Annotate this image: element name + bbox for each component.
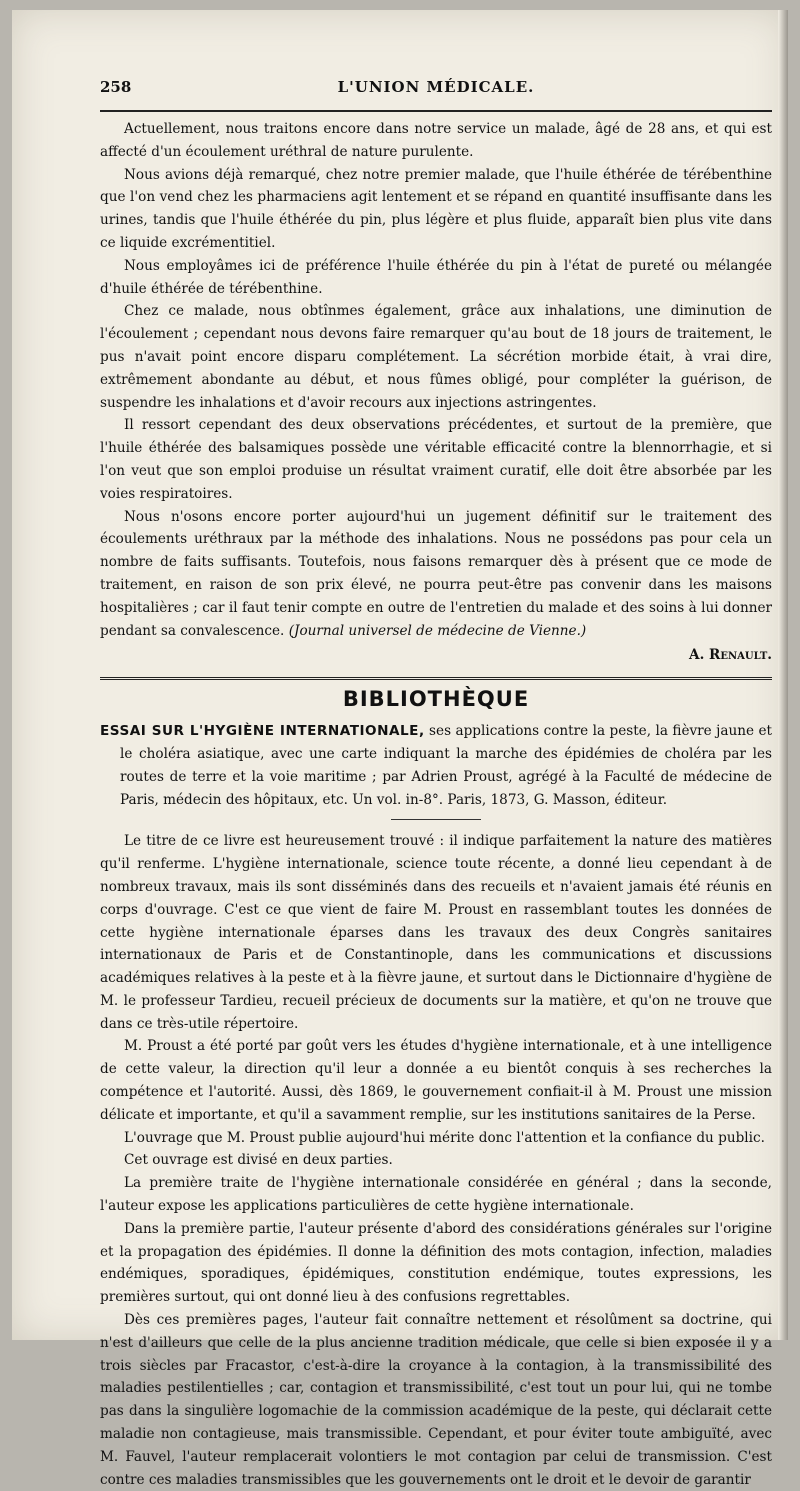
review-paragraph: Cet ouvrage est divisé en deux parties. bbox=[124, 1152, 393, 1169]
review-paragraph: La première traite de l'hygiène internationale considérée en général ; dans la seconde, l'auteur expose les applications particulières de cette hygiène internationale. bbox=[100, 1175, 772, 1215]
journal-title: L'UNION MÉDICALE. bbox=[337, 78, 535, 96]
review-paragraph: M. Proust a été porté par goût vers les études d'hygiène internationale, et à une intelligence de cette valeur, la direction qu'il leur a donnée a eu bientôt conquis à ses recherches la compétence et l'autorité. Aussi, dès 1869, le gouvernement confiait-il à M. Proust une mission délicate et importante, et qu'il a savamment remplie, sur les institutions sanitaires de la Perse. bbox=[100, 1038, 772, 1123]
scanned-page bbox=[12, 10, 788, 1488]
page-number: 258 bbox=[100, 78, 132, 96]
book-details: ses applications contre la peste, la fièvre jaune et le choléra asiatique, avec une carte indiquant la marche des épidémies de choléra par les routes de terre et la voie maritime ; par Adrien Proust, agrégé à la Faculté de médecine de Paris, médecin des hôpitaux, etc. Un vol. in-8°. Paris, 1873, G. Masson, éditeur. bbox=[120, 723, 772, 808]
review-paragraph: Le titre de ce livre est heureusement trouvé : il indique parfaitement la nature des matières qu'il renferme. L'hygiène internationale, science toute récente, a donné lieu cependant à de nombreux travaux, mais ils sont disséminés dans des recueils et n'avaient jamais été réunis en corps d'ouvrage. C'est ce que vient de faire M. Proust en rassemblant toutes les données de cette hygiène internationale éparses dans les travaux des deux Congrès sanitaires internationaux de Paris et de Constantinople, dans les communications et discussions académiques relatives à la peste et à la fièvre jaune, et surtout dans le Dictionnaire d'hygiène de M. le professeur Tardieu, recueil précieux de documents sur la matière, et qu'on ne trouve que dans ce très-utile répertoire. bbox=[100, 833, 772, 1032]
book-entry bbox=[100, 720, 772, 811]
author-signature: A. Renault. bbox=[689, 647, 772, 664]
article-paragraph: Chez ce malade, nous obtînmes également, grâce aux inhalations, une diminution de l'écoulement ; cependant nous devons faire remarquer qu'au bout de 18 jours de traitement, le pus n'avait point encore disparu complétement. La sécrétion morbide était, à vrai dire, extrêmement abondante au début, et nous fûmes obligé, pour compléter la guérison, de suspendre les inhalations et d'avoir recours aux injections astringentes. bbox=[100, 303, 772, 411]
page-content bbox=[100, 76, 772, 1491]
article-paragraph: Il ressort cependant des deux observations précédentes, et surtout de la première, que l'huile éthérée des balsamiques possède une véritable efficacité contre la blennorrhagie, et si l'on veut que son emploi produise un résultat vraiment curatif, elle doit être absorbée par les voies respiratoires. bbox=[100, 417, 772, 502]
book-title: ESSAI SUR L'HYGIÈNE INTERNATIONALE, bbox=[100, 723, 425, 740]
header-rule bbox=[100, 110, 772, 112]
entry-rule bbox=[391, 819, 481, 820]
scan-edge-shadow bbox=[778, 10, 788, 1340]
article-paragraph: Actuellement, nous traitons encore dans notre service un malade, âgé de 28 ans, et qui est affecté d'un écoulement uréthral de nature purulente. bbox=[100, 121, 772, 160]
review-body bbox=[100, 830, 772, 1491]
review-paragraph: Dès ces premières pages, l'auteur fait connaître nettement et résolûment sa doctrine, qui n'est d'ailleurs que celle de la plus ancienne tradition médicale, que celle si bien exposée il y a trois siècles par Fracastor, c'est-à-dire la croyance à la contagion, à la transmissibilité des maladies pestilentielles ; car, contagion et transmissibilité, c'est tout un pour lui, qui ne tombe pas dans la singulière logomachie de la commission académique de la peste, qui déclarait cette maladie non contagieuse, mais transmissible. Cependant, et pour éviter toute ambiguïté, avec M. Fauvel, l'auteur remplacerait volontiers le mot contagion par celui de transmission. C'est contre ces maladies transmissibles que les gouvernements ont le droit et le devoir de garantir bbox=[100, 1312, 772, 1488]
source-citation: (Journal universel de médecine de Vienne.) bbox=[288, 622, 587, 639]
review-paragraph: L'ouvrage que M. Proust publie aujourd'hui mérite donc l'attention et la confiance du public. bbox=[124, 1129, 765, 1146]
running-head bbox=[100, 76, 772, 106]
article-paragraph-text: Nous n'osons encore porter aujourd'hui un jugement définitif sur le traitement des écoulements uréthraux par la méthode des inhalations. Nous ne possédons pas pour cela un nombre de faits suffisants. Toutefois, nous faisons remarquer dès à présent que ce mode de traitement, en raison de son prix élevé, ne pourra peut-être pas convenir dans les maisons hospitalières ; car il faut tenir compte en outre de l'entretien du malade et des soins à lui donner pendant sa convalescence. bbox=[100, 508, 772, 639]
article-paragraph: Nous avions déjà remarqué, chez notre premier malade, que l'huile éthérée de térébenthine que l'on vend chez les pharmaciens agit lentement et se répand en quantité insuffisante dans les urines, tandis que l'huile éthérée du pin, plus légère et plus fluide, apparaît bien plus vite dans ce liquide excrémentitiel. bbox=[100, 166, 772, 251]
section-title: BIBLIOTHÈQUE bbox=[342, 687, 530, 712]
article-paragraph bbox=[100, 506, 772, 643]
section-divider bbox=[100, 677, 772, 680]
article-body bbox=[100, 118, 772, 667]
review-paragraph: Dans la première partie, l'auteur présente d'abord des considérations générales sur l'origine et la propagation des épidémies. Il donne la définition des mots contagion, infection, maladies endémiques, sporadiques, épidémiques, constitution endémique, toutes expressions, les premières surtout, qui ont donné lieu à des confusions regrettables. bbox=[100, 1220, 772, 1306]
article-paragraph: Nous employâmes ici de préférence l'huile éthérée du pin à l'état de pureté ou mélangée d'huile éthérée de térébenthine. bbox=[100, 257, 772, 297]
